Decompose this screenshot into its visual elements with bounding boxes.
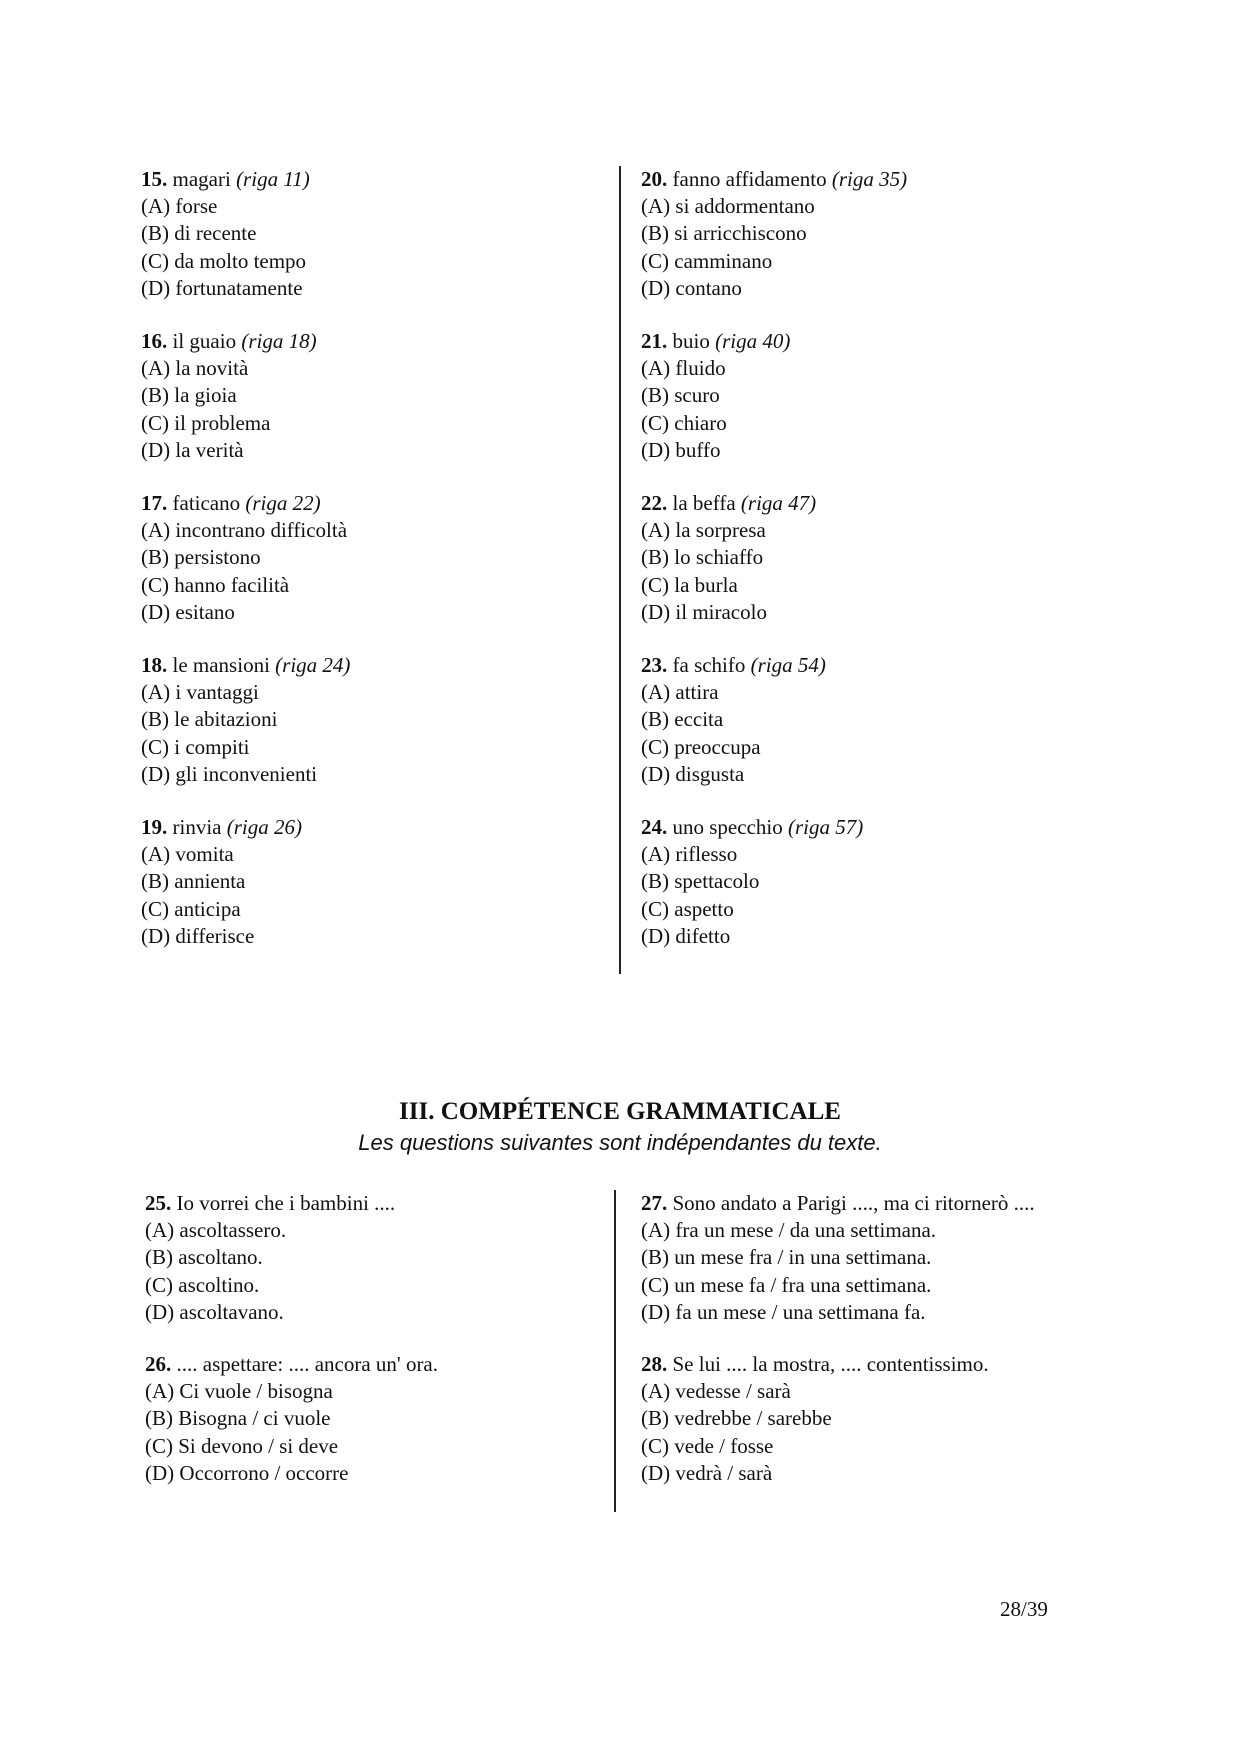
question-word: buio <box>672 329 710 354</box>
option-a: (A) vedesse / sarà <box>641 1379 791 1404</box>
option-b: (B) un mese fra / in una settimana. <box>641 1245 932 1270</box>
question-26 <box>145 1351 438 1487</box>
option-a: (A) vomita <box>141 842 234 867</box>
column-divider <box>619 166 621 974</box>
option-c: (C) un mese fa / fra una settimana. <box>641 1272 932 1297</box>
option-a: (A) ascoltassero. <box>145 1218 287 1243</box>
question-text: Io vorrei che i bambini .... <box>176 1191 396 1215</box>
option-c: (C) i compiti <box>141 734 250 759</box>
question-number: 15. <box>141 167 168 191</box>
question-15 <box>141 166 350 302</box>
section-title: III. COMPÉTENCE GRAMMATICALE <box>399 1098 841 1125</box>
grammar-right-column <box>641 1190 1035 1487</box>
option-b: (B) vedrebbe / sarebbe <box>641 1406 832 1431</box>
option-a: (A) fra un mese / da una settimana. <box>641 1218 937 1243</box>
question-word: faticano <box>172 491 241 516</box>
option-b: (B) ascoltano. <box>145 1245 263 1270</box>
question-number: 26. <box>145 1352 172 1377</box>
question-word: il guaio <box>172 329 237 354</box>
question-number: 27. <box>641 1191 668 1215</box>
question-18 <box>141 652 350 788</box>
option-d: (D) esitano <box>141 599 235 624</box>
question-word: fanno affidamento <box>672 167 827 191</box>
option-a: (A) forse <box>141 194 218 219</box>
question-number: 24. <box>641 815 668 840</box>
question-24 <box>641 814 907 950</box>
option-a: (A) la sorpresa <box>641 518 766 543</box>
option-c: (C) vede / fosse <box>641 1433 774 1458</box>
line-reference: (riga 11) <box>236 167 310 191</box>
grammar-left-column <box>145 1190 438 1487</box>
option-b: (B) di recente <box>141 221 257 246</box>
question-number: 25. <box>145 1191 172 1215</box>
question-17 <box>141 490 350 626</box>
question-word: la beffa <box>672 491 736 516</box>
question-word: fa schifo <box>672 653 746 678</box>
question-word: uno specchio <box>672 815 783 840</box>
question-word: le mansioni <box>172 653 270 678</box>
option-b: (B) le abitazioni <box>141 707 278 732</box>
option-d: (D) disgusta <box>641 761 745 786</box>
option-c: (C) la burla <box>641 572 738 597</box>
question-number: 22. <box>641 491 668 516</box>
option-c: (C) chiaro <box>641 410 727 435</box>
question-16 <box>141 328 350 464</box>
question-number: 28. <box>641 1352 668 1377</box>
question-number: 17. <box>141 491 168 516</box>
section-subtitle: Les questions suivantes sont indépendantes du texte. <box>358 1130 882 1155</box>
line-reference: (riga 18) <box>241 329 317 354</box>
option-b: (B) annienta <box>141 869 246 894</box>
column-divider <box>614 1190 616 1512</box>
option-c: (C) aspetto <box>641 896 734 921</box>
option-b: (B) Bisogna / ci vuole <box>145 1406 331 1431</box>
question-text: .... aspettare: .... ancora un' ora. <box>176 1352 439 1377</box>
option-d: (D) difetto <box>641 923 731 948</box>
option-d: (D) la verità <box>141 437 244 462</box>
option-c: (C) camminano <box>641 248 773 273</box>
question-text: Se lui .... la mostra, .... contentissimo. <box>672 1352 989 1377</box>
line-reference: (riga 54) <box>750 653 826 678</box>
question-text: Sono andato a Parigi ...., ma ci ritornerò .... <box>672 1191 1035 1215</box>
question-21 <box>641 328 907 464</box>
option-a: (A) la novità <box>141 356 249 381</box>
option-a: (A) si addormentano <box>641 194 815 219</box>
option-b: (B) scuro <box>641 383 720 408</box>
option-d: (D) buffo <box>641 437 721 462</box>
vocab-left-column <box>141 166 350 950</box>
option-a: (A) fluido <box>641 356 726 381</box>
option-d: (D) differisce <box>141 923 255 948</box>
option-c: (C) ascoltino. <box>145 1272 260 1297</box>
option-b: (B) si arricchiscono <box>641 221 807 246</box>
option-d: (D) vedrà / sarà <box>641 1460 773 1485</box>
line-reference: (riga 57) <box>787 815 864 840</box>
question-number: 20. <box>641 167 668 191</box>
option-c: (C) anticipa <box>141 896 241 921</box>
line-reference: (riga 26) <box>226 815 302 840</box>
option-b: (B) la gioia <box>141 383 237 408</box>
option-c: (C) Si devono / si deve <box>145 1433 339 1458</box>
line-reference: (riga 47) <box>740 491 817 516</box>
question-28 <box>641 1351 1035 1487</box>
option-a: (A) incontrano difficoltà <box>141 518 348 543</box>
option-b: (B) lo schiaffo <box>641 545 764 570</box>
question-word: magari <box>172 167 231 191</box>
question-19 <box>141 814 350 950</box>
option-d: (D) il miracolo <box>641 599 767 624</box>
question-number: 21. <box>641 329 668 354</box>
line-reference: (riga 22) <box>245 491 321 516</box>
option-d: (D) contano <box>641 275 742 300</box>
line-reference: (riga 40) <box>715 329 791 354</box>
vocab-right-column <box>641 166 907 950</box>
option-d: (D) Occorrono / occorre <box>145 1460 349 1485</box>
option-d: (D) fa un mese / una settimana fa. <box>641 1299 926 1324</box>
question-25 <box>145 1190 438 1326</box>
question-number: 16. <box>141 329 168 354</box>
option-d: (D) gli inconvenienti <box>141 761 318 786</box>
question-23 <box>641 652 907 788</box>
question-27 <box>641 1190 1035 1326</box>
line-reference: (riga 24) <box>275 653 351 678</box>
question-22 <box>641 490 907 626</box>
question-number: 18. <box>141 653 168 678</box>
option-d: (D) ascoltavano. <box>145 1299 284 1324</box>
option-c: (C) preoccupa <box>641 734 761 759</box>
option-b: (B) eccita <box>641 707 724 732</box>
page-number: 28/39 <box>1000 1597 1048 1621</box>
question-number: 19. <box>141 815 168 840</box>
option-c: (C) da molto tempo <box>141 248 307 273</box>
question-number: 23. <box>641 653 668 678</box>
option-a: (A) attira <box>641 680 719 705</box>
question-word: rinvia <box>172 815 222 840</box>
option-a: (A) i vantaggi <box>141 680 259 705</box>
option-a: (A) Ci vuole / bisogna <box>145 1379 333 1404</box>
question-20 <box>641 166 907 302</box>
option-b: (B) spettacolo <box>641 869 760 894</box>
option-c: (C) il problema <box>141 410 271 435</box>
option-b: (B) persistono <box>141 545 261 570</box>
option-d: (D) fortunatamente <box>141 275 303 300</box>
option-a: (A) riflesso <box>641 842 738 867</box>
option-c: (C) hanno facilità <box>141 572 290 597</box>
line-reference: (riga 35) <box>831 167 908 191</box>
